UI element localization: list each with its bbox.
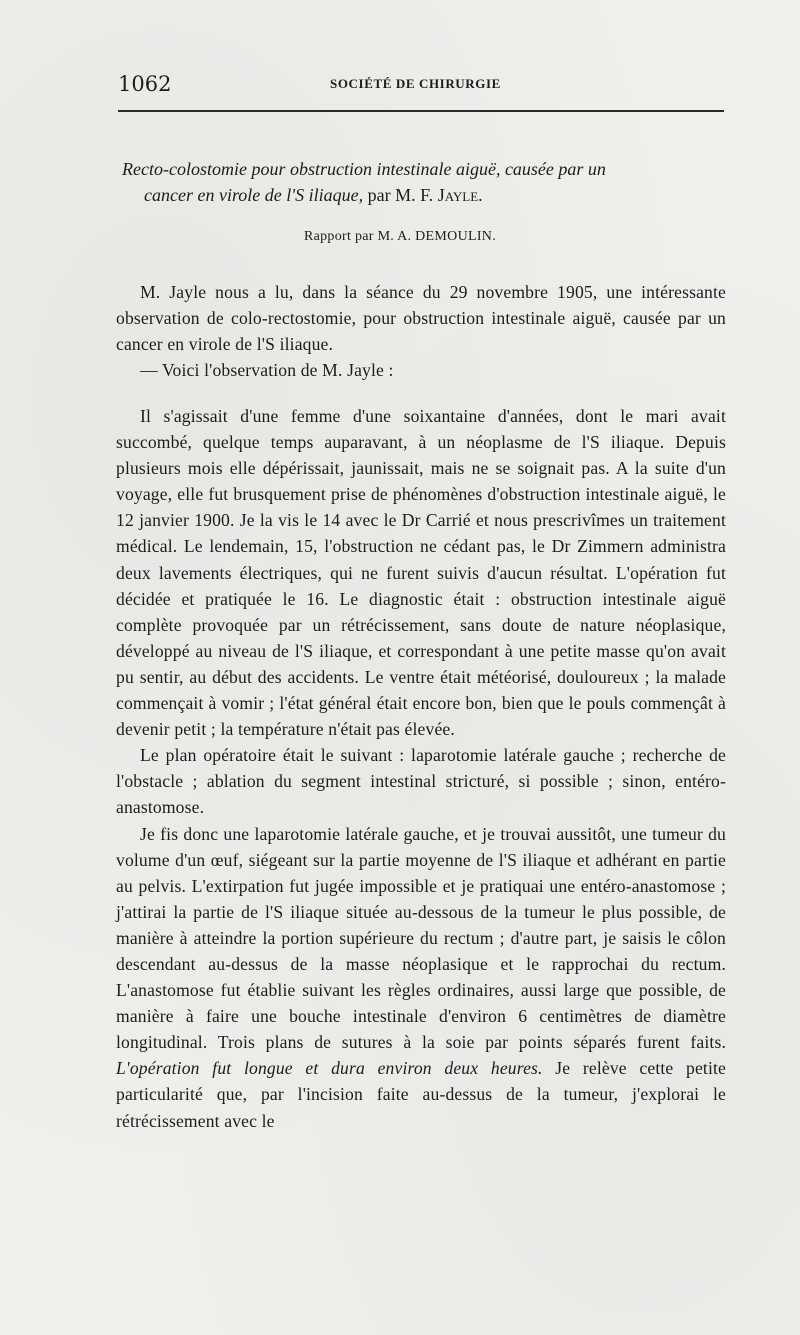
article-title [122,156,726,208]
running-head [118,72,724,98]
page-number: 1062 [118,72,172,96]
article-author: Jayle. [437,185,483,205]
intro-paragraph: M. Jayle nous a lu, dans la séance du 29 novembre 1905, une intéressante observation de colo-rectostomie, pour obstruction intestinale aiguë, causée par un cancer en virole de l'S iliaque. [116,282,726,355]
observation-paragraph-1: Il s'agissait d'une femme d'une soixantaine d'années, dont le mari avait succombé, quelque temps auparavant, à un néoplasme de l'S iliaque. Depuis plusieurs mois elle dépérissait, jaunissait, mais ne se soignait pas. A la suite d'un voyage, elle fut brusquement prise de phénomènes d'obstruction intestinale aiguë, le 12 janvier 1900. Je la vis le 14 avec le Dr Carrié et nous prescrivîmes un traitement médical. Le lendemain, 15, l'obstruction ne cédant pas, le Dr Zimmern administra deux lavements électriques, qui ne furent suivis d'aucun résultat. L'opération fut décidée et pratiquée le 16. Le diagnostic était : obstruction intestinale aiguë complète provoquée par un rétrécissement, sans doute de nature néoplasique, développé au niveau de l'S iliaque, et correspondant à une petite masse qu'on avait pu sentir, au début des accidents. Le ventre était météorisé, douloureux ; la malade commençait à vomir ; l'état général était encore bon, bien que le pouls commençât à devenir petit ; la température n'était pas élevée. [116,406,726,740]
journal-title: SOCIÉTÉ DE CHIRURGIE [330,76,501,91]
article-title-by: par M. F. [363,185,438,205]
observation-paragraph-3-italic: L'opération fut longue et dura environ deux heures. [116,1058,543,1079]
header-rule [118,110,724,112]
article-title-line-2 [122,182,726,208]
article-title-italic-2: cancer en virole de l'S iliaque, [144,185,364,205]
intro-observation-lead: — Voici l'observation de M. Jayle : [140,360,394,381]
observation-paragraph-3-text: Je fis donc une laparotomie latérale gauche, et je trouvai aussitôt, une tumeur du volume d'un œuf, siégeant sur la partie moyenne de l'S iliaque et adhérant en partie au pelvis. L'extirpation fut jugée impossible et je pratiquai une entéro-anastomose ; j'attirai la partie de l'S iliaque située au-dessous de la tumeur le plus possible, de manière à atteindre la portion supérieure du rectum ; d'autre part, je saisis le côlon descendant au-dessus de la masse néoplasique et le rapprochai du rectum. L'anastomose fut établie suivant les règles ordinaires, aussi large que possible, de manière à faire une bouche intestinale d'environ 6 centimètres de diamètre longitudinal. Trois plans de sutures à la soie par points séparés furent faits. [116,823,726,1053]
intro-section [116,279,726,383]
observation-paragraph-3-tail: Je relève cette petite particularité que, par l'incision faite au-dessus de la tumeur, j'explorai le rétrécissement avec le [116,1058,727,1131]
observation-paragraph-3 [116,821,726,1134]
observation-section [116,403,726,1134]
article-title-italic-1: Recto-colostomie pour obstruction intestinale aiguë, causée par un [122,159,606,179]
rapport-line: Rapport par M. A. DEMOULIN. [303,229,497,244]
observation-paragraph-2: Le plan opératoire était le suivant : laparotomie latérale gauche ; recherche de l'obstacle ; ablation du segment intestinal stricturé, si possible ; sinon, entéro-anastomose. [116,745,726,818]
